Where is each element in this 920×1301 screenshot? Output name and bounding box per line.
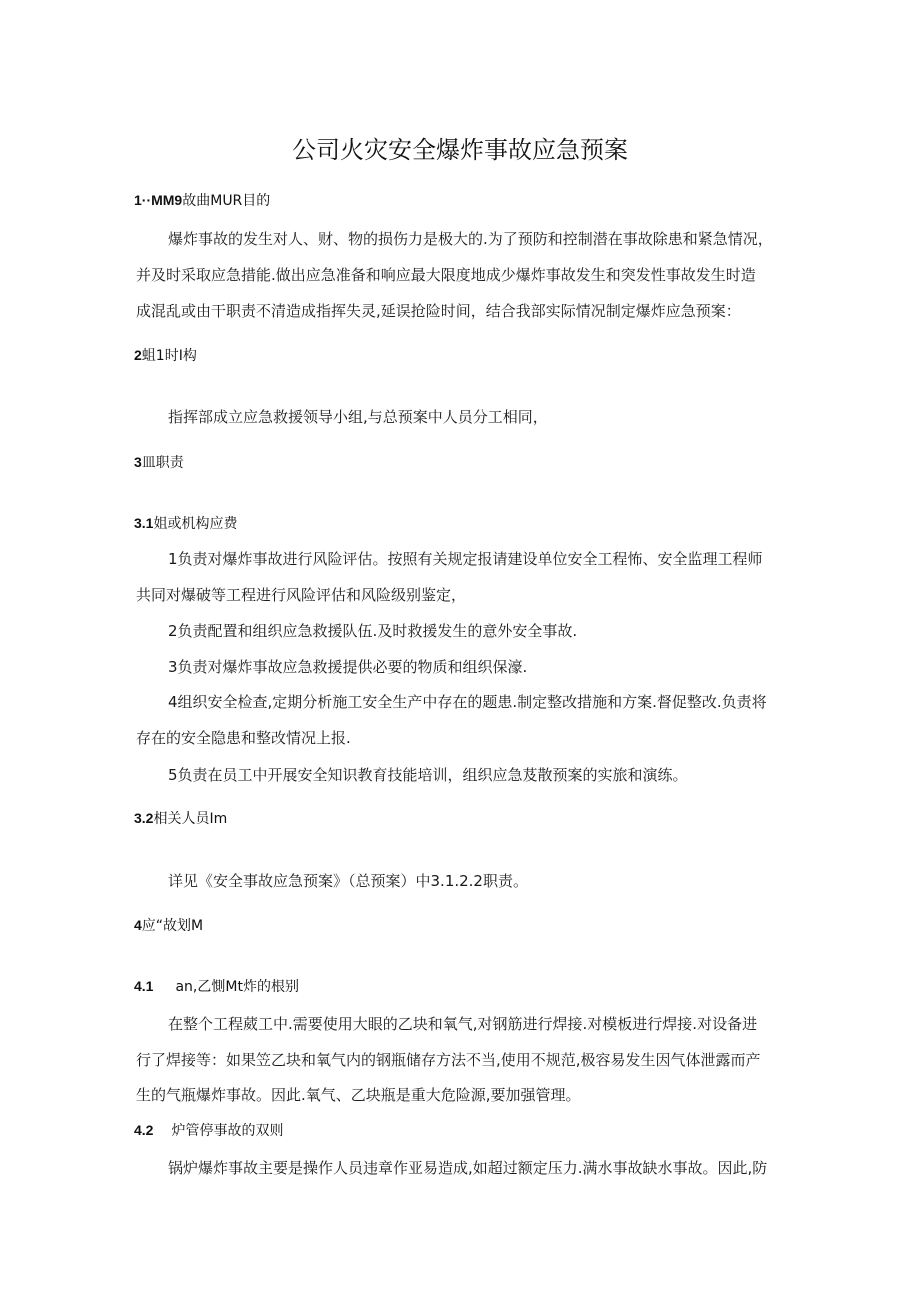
section-number: 3.1 — [134, 515, 154, 531]
section-4-heading — [134, 915, 203, 935]
section-number: 1··MM9 — [134, 192, 183, 208]
section-title: 姐或机构应费 — [153, 516, 238, 532]
paragraph-line: 行了焊接等：如果笠乙块和氧气内的钢瓶储存方法不当,使用不规范,极容易发生因气体泄露而产 — [136, 1051, 761, 1069]
section-4-2-heading — [134, 1120, 283, 1140]
paragraph-line: 成混乱或由干职责不清造成指挥失灵,延误抢险时间，结合我部实际情况制定爆炸应急预案： — [136, 302, 741, 320]
paragraph-line: 生的气瓶爆炸事故。因此.氧气、乙块瓶是重大危险源,要加强管理。 — [136, 1086, 581, 1104]
section-title: 蛆1时I构 — [141, 348, 197, 364]
paragraph-line: 1负责对爆炸事故进行风险评估。按照有关规定报请建设单位安全工程怖、安全监理工程师 — [168, 550, 763, 568]
paragraph-line: 详见《安全事故应急预案》（总预案）中3.1.2.2职责。 — [168, 872, 528, 890]
section-1-heading — [134, 190, 270, 210]
section-number: 3.2 — [134, 810, 154, 826]
paragraph-line: 爆炸事故的发生对人、财、物的损伤力是极大的.为了预防和控制潜在事故除患和紧急情况， — [168, 230, 773, 248]
paragraph-line: 2负责配置和组织应急救援队伍.及时救援发生的意外安全事故. — [168, 622, 578, 640]
section-number: 3 — [134, 454, 142, 470]
section-number: 2 — [134, 347, 142, 363]
section-3-2-heading — [134, 808, 227, 828]
section-title: 炉管停事故的双则 — [171, 1123, 284, 1139]
paragraph-line: 在整个工程葳工中.需要使用大眼的乙块和氧气,对钢筋进行焊接.对模板进行焊接.对设备进 — [168, 1015, 758, 1033]
paragraph-line: 共同对爆破等工程进行风险评估和风险级别鉴定， — [136, 586, 467, 604]
paragraph-line: 4组织安全检查,定期分析施工安全生产中存在的题患.制定整改措施和方案.督促整改.负责将 — [168, 693, 767, 711]
section-2-heading — [134, 345, 197, 365]
paragraph-line: 并及时采取应急措能.做出应急准备和响应最大限度地成少爆炸事故发生和突发性事故发生时造 — [136, 266, 756, 284]
section-title: 应“故划M — [141, 918, 204, 934]
paragraph-line: 存在的安全隐患和整改情况上报. — [136, 729, 351, 747]
section-title: 故曲MUR目的 — [182, 193, 271, 209]
section-number: 4.1 — [134, 978, 154, 994]
section-number: 4 — [134, 917, 142, 933]
paragraph-line: 指挥部成立应急救援领导小组,与总预案中人员分工相同， — [168, 408, 548, 426]
section-title: 皿职责 — [141, 455, 184, 471]
document-title: 公司火灾安全爆炸事故应急预案 — [292, 136, 628, 164]
paragraph-line: 锅炉爆炸事故主要是操作人员违章作亚易造成,如超过额定压力.满水事故缺水事故。因此,防 — [168, 1159, 768, 1177]
section-title: an,乙惻Mt炸的根别 — [175, 979, 299, 995]
section-number: 4.2 — [134, 1122, 154, 1138]
section-3-1-heading — [134, 513, 237, 533]
section-title: 相关人员Im — [153, 811, 228, 827]
paragraph-line: 3负责对爆炸事故应急救援提供必要的物质和组织保濠. — [168, 658, 528, 676]
paragraph-line: 5负责在员工中开展安全知识教育技能培训，组织应急芨散预案的实旅和演练。 — [168, 766, 688, 784]
section-3-heading — [134, 452, 184, 472]
section-4-1-heading — [134, 976, 299, 996]
